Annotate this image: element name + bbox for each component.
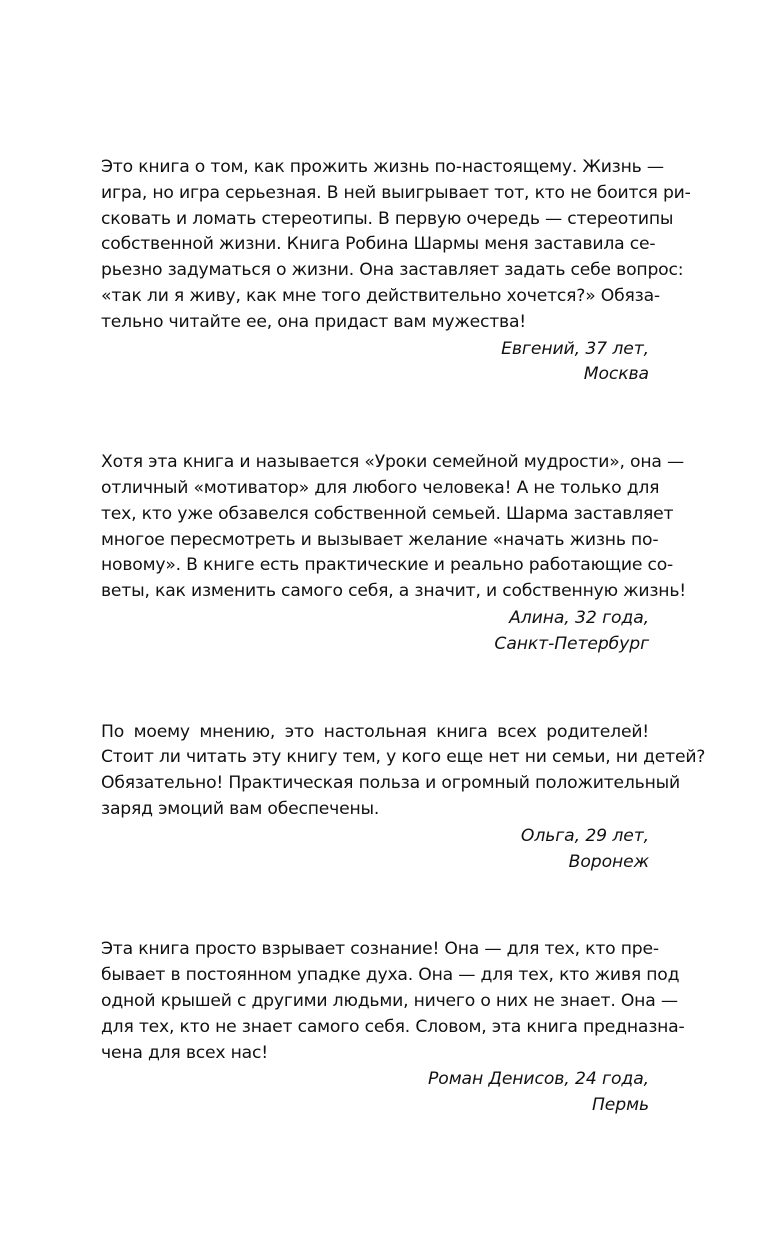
review-text [101, 155, 691, 336]
text-line: Эта книга просто взрывает сознание! Она — для тех, кто пре- [101, 939, 659, 960]
text-line: игра, но игра серьезная. В ней выигрывает тот, кто не боится ри- [101, 182, 691, 203]
text-line: «так ли я живу, как мне того действительно хочется?» Обяза- [101, 285, 660, 306]
author-name: Ольга, 29 лет, [520, 825, 649, 846]
text-line: веты, как изменить самого себя, а значит, и собственную жизнь! [101, 581, 686, 602]
review-3 [101, 720, 706, 876]
text-line: отличный «мотиватор» для любого человека! А не только для [101, 477, 660, 498]
text-line: заряд эмоций вам обеспечены. [101, 798, 380, 819]
text-line: По моему мнению, это настольная книга всех родителей! [101, 721, 649, 742]
text-line: сковать и ломать стереотипы. В первую очередь — стереотипы [101, 208, 674, 229]
review-1 [101, 155, 691, 388]
text-line: рьезно задуматься о жизни. Она заставляет задать себе вопрос: [101, 260, 684, 281]
text-line: новому». В книге есть практические и реально работающие со- [101, 555, 674, 576]
author-city: Москва [583, 364, 649, 385]
text-line: тельно читайте ее, она придаст вам мужества! [101, 311, 526, 332]
author-city: Воронеж [568, 851, 649, 872]
text-line: Стоит ли читать эту книгу тем, у кого еще нет ни семьи, ни детей? [101, 747, 706, 768]
review-signature [101, 606, 649, 658]
review-signature [101, 1067, 649, 1119]
text-line: одной крышей с другими людьми, ничего о них не знает. Она — [101, 990, 678, 1011]
text-line: чена для всех нас! [101, 1042, 268, 1063]
text-line: многое пересмотреть и вызывает желание «начать жизнь по- [101, 529, 659, 550]
review-signature [101, 824, 649, 876]
text-line: бывает в постоянном упадке духа. Она — для тех, кто живя под [101, 965, 680, 986]
text-line: собственной жизни. Книга Робина Шармы меня заставила се- [101, 234, 656, 255]
text-line: Это книга о том, как прожить жизнь по-настоящему. Жизнь — [101, 157, 664, 177]
review-text [101, 720, 706, 823]
author-name: Алина, 32 года, [509, 607, 649, 628]
text-line: для тех, кто не знает самого себя. Словом, эта книга предназна- [101, 1016, 685, 1037]
review-2 [101, 450, 686, 657]
author-name: Роман Денисов, 24 года, [428, 1069, 649, 1090]
author-name: Евгений, 37 лет, [501, 338, 649, 359]
text-line: Хотя эта книга и называется «Уроки семейной мудрости», она — [101, 452, 684, 473]
text-line: Обязательно! Практическая польза и огромный положительный [101, 773, 680, 794]
author-city: Пермь [591, 1095, 649, 1116]
review-text [101, 937, 685, 1066]
review-signature [101, 337, 649, 389]
author-city: Санкт-Петербург [494, 633, 649, 654]
review-4 [101, 937, 685, 1119]
reviews-page [101, 155, 706, 1181]
review-text [101, 450, 686, 605]
text-line: тех, кто уже обзавелся собственной семьей. Шарма заставляет [101, 503, 674, 524]
